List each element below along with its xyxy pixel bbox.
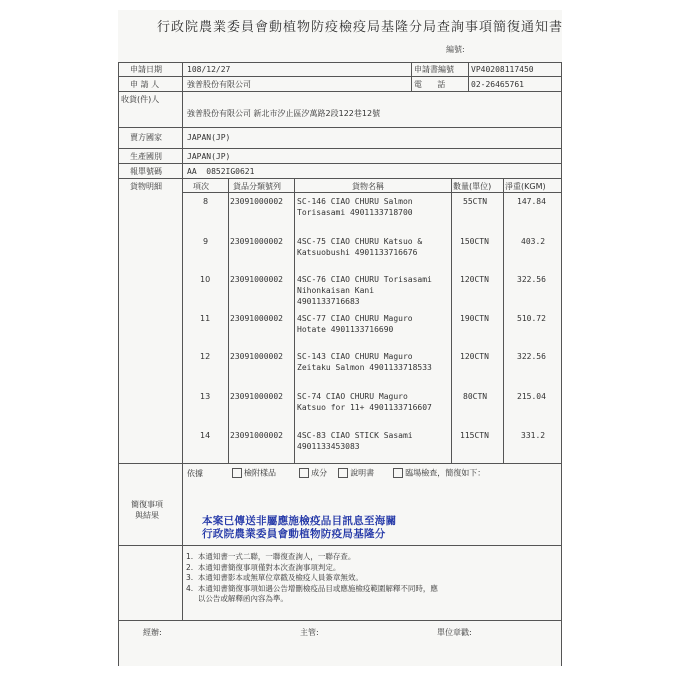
item-code: 23091000002 [230,197,283,206]
item-weight: 403.2 [521,237,546,246]
row-line [118,178,562,179]
note-item: 以公告或解釋函內容為準。 [186,594,288,603]
phone: 02-26465761 [471,80,524,89]
applicant: 強普股份有限公司 [187,80,251,89]
item-code: 23091000002 [230,237,283,246]
row-line [118,545,562,546]
item-no: 8 [203,197,209,206]
item-qty: 80CTN [463,392,488,401]
frame-bottom [118,620,562,621]
goods-label: 貨物明細 [130,182,162,191]
col-line [468,62,469,91]
seller-country-label: 賣方國家 [130,133,162,142]
origin-label: 生產國別 [130,152,162,161]
footer-handler: 經辦: [143,628,162,637]
number-label: 編號: [446,45,465,54]
item-qty: 55CTN [463,197,488,206]
item-code: 23091000002 [230,352,283,361]
col-header-code: 貨品分類號列 [233,182,281,191]
notes [186,552,438,605]
col-header-weight: 淨重(KGM) [505,182,546,191]
item-weight: 322.56 [517,352,546,361]
checkbox-manual[interactable] [338,468,348,478]
item-name: 4SC-77 CIAO CHURU Maguro Hotate 4901133716690 [297,314,413,334]
item-name: SC-143 CIAO CHURU Maguro Zeitaku Salmon 4901133718533 [297,352,432,372]
item-code: 23091000002 [230,275,283,284]
frame-right [561,62,562,666]
row-line [182,192,562,193]
row-line [118,91,562,92]
item-name: 4SC-83 CIAO STICK Sasami 4901133453083 [297,431,413,451]
col-line [228,178,229,463]
note-item: 3. 本通知書影本或無單位章戳及檢疫人員簽章無效。 [186,573,363,582]
applicant-label: 申 請 人 [130,80,160,89]
frame-left [118,62,119,666]
origin: JAPAN(JP) [187,152,231,161]
item-no: 13 [200,392,211,401]
official-stamp [202,515,444,541]
reply-label: 簡復事項 與結果 [131,500,163,520]
stamp-line-1: 本案已傳送非屬應施檢疫品目訊息至海關 [202,515,397,527]
item-weight: 331.2 [521,431,546,440]
check-label-inspection: 臨場檢查，簡復如下： [405,468,486,478]
phone-label: 電 話 [414,80,446,89]
item-qty: 150CTN [460,237,489,246]
item-weight: 510.72 [517,314,546,323]
consignee-label: 收貨(件)人 [121,95,160,104]
item-name: 4SC-75 CIAO CHURU Katsuo & Katsuobushi 4901133716676 [297,237,423,257]
col-header-qty: 數量(單位) [453,182,492,191]
item-code: 23091000002 [230,431,283,440]
applied-date: 108/12/27 [187,65,231,74]
item-no: 11 [200,314,211,323]
check-label-sample: 檢附樣品 [244,468,276,478]
applied-date-label: 申請日期 [130,65,162,74]
item-name: SC-74 CIAO CHURU Maguro Katsuo for 11+ 4901133716607 [297,392,432,412]
application-no-label: 申請書編號 [414,65,454,74]
customs-no: AA 0852IG0621 [187,167,255,176]
note-item: 2. 本通知書簡復事項僅對本次查詢事項判定。 [186,562,341,572]
row-line [118,463,562,464]
item-qty: 115CTN [460,431,489,440]
check-label-ingredient: 成分 [311,468,328,478]
note-item: 4. 本通知書簡復事項如遇公告增刪檢疫品目或應施檢疫範圍解釋不同時，應 [186,583,438,593]
item-code: 23091000002 [230,392,283,401]
row-line [118,76,562,77]
item-no: 14 [200,431,211,440]
footer-unit-stamp: 單位章戳: [437,628,472,637]
row-line [118,127,562,128]
item-no: 9 [203,237,209,246]
item-qty: 120CTN [460,352,489,361]
frame-top [118,62,562,63]
document-title: 行政院農業委員會動植物防疫檢疫局基隆分局查詢事項簡復通知書 [156,20,563,35]
row-line [118,148,562,149]
col-header-name: 貨物名稱 [352,182,384,191]
application-no: VP40208117450 [471,65,534,74]
check-options [232,468,485,479]
checkbox-ingredient[interactable] [299,468,309,478]
checkbox-inspection[interactable] [393,468,403,478]
checkbox-sample[interactable] [232,468,242,478]
consignee: 強普股份有限公司 新北市汐止區汐萬路2段122巷12號 [187,109,381,118]
check-label-manual: 說明書 [350,468,375,478]
item-no: 12 [200,352,211,361]
customs-no-label: 報單號碼 [130,167,162,176]
item-qty: 190CTN [460,314,489,323]
basis-label: 依據 [187,469,203,478]
col-line [182,545,183,620]
item-weight: 147.84 [517,197,546,206]
col-line [451,178,452,463]
item-name: SC-146 CIAO CHURU Salmon Torisasami 4901133718700 [297,197,413,217]
item-name: 4SC-76 CIAO CHURU Torisasami Nihonkaisan Kani 4901133716683 [297,275,432,306]
row-line [118,163,562,164]
item-no: 10 [200,275,211,284]
item-weight: 215.04 [517,392,546,401]
col-header-no: 項次 [193,182,209,191]
col-line [182,62,183,545]
col-line [294,178,295,463]
note-item: 1. 本通知書一式二聯，一聯復查詢人，一聯存查。 [186,552,356,561]
item-weight: 322.56 [517,275,546,284]
item-code: 23091000002 [230,314,283,323]
stamp-line-2: 行政院農業委員會動植物防疫局基隆分 [202,528,386,540]
col-line [503,178,504,463]
footer-supervisor: 主管: [300,628,319,637]
col-line [411,62,412,91]
item-qty: 120CTN [460,275,489,284]
seller-country: JAPAN(JP) [187,133,231,142]
